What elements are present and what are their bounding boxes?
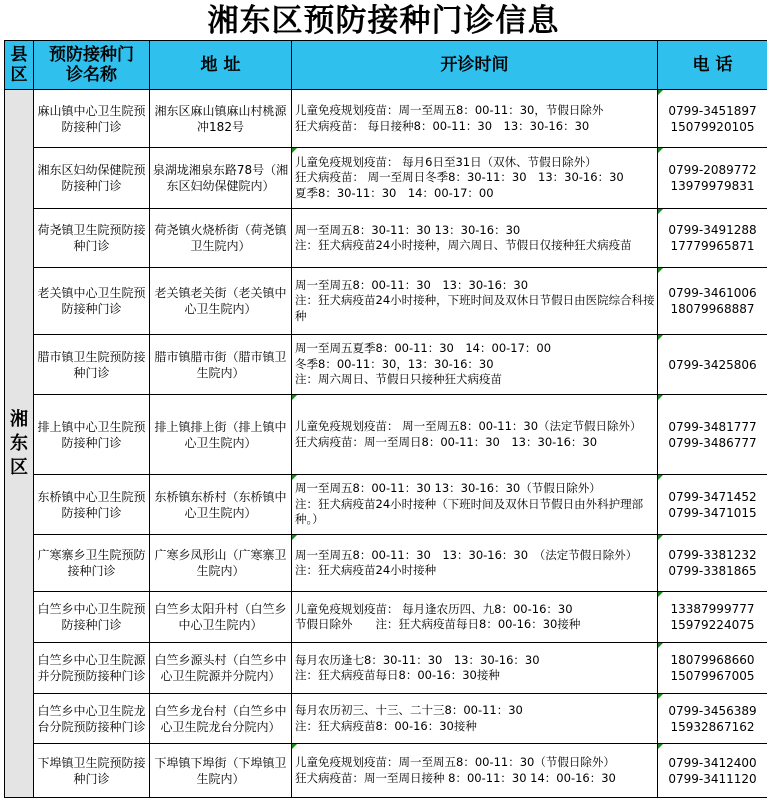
header-phone: 电 话	[658, 41, 767, 90]
clinic-hours: 每月农历初三、十三、二十三8：00-11：30 注：狂犬病疫苗8：00-16：30接种	[292, 694, 658, 744]
clinic-table	[4, 40, 767, 798]
clinic-phone: 0799-3456389 15932867162	[658, 694, 767, 744]
clinic-hours: 周一至周五8：00-11：30 13：30-16：30（节假日除外） 注：狂犬病疫苗24小时接种（下班时间及双休日节假日由外科护理部种。）	[292, 475, 658, 535]
clinic-address: 东桥镇东桥村（东桥镇中心卫生院内）	[150, 475, 292, 535]
clinic-hours: 儿童免疫规划疫苗： 每月6日至31日（双休、节假日除外） 狂犬病疫苗： 周一至周日冬季8：30-11：30 13：30-16：30 夏季8：30-11：30 14：00-17：00	[292, 148, 658, 209]
clinic-name: 白竺乡中心卫生院预防接种门诊	[34, 592, 150, 643]
clinic-phone: 18079968660 15079967005	[658, 643, 767, 694]
clinic-name: 白竺乡中心卫生院源并分院预防接种门诊	[34, 643, 150, 694]
clinic-phone: 0799-3481777 0799-3486777	[658, 395, 767, 475]
table-row	[5, 90, 767, 148]
header-name: 预防接种门诊名称	[34, 41, 150, 90]
table-row	[5, 535, 767, 592]
clinic-hours: 儿童免疫规划疫苗：周一至周五8：00-11：30，节假日除外 狂犬病疫苗： 每日接种8：00-11：30 13：30-16：30	[292, 90, 658, 148]
clinic-hours: 周一至周五8：00-11：30 13：30-16：30 （法定节假日除外） 注：狂犬病疫苗24小时接种	[292, 535, 658, 592]
clinic-address: 白竺乡太阳升村（白竺乡中心卫生院内）	[150, 592, 292, 643]
header-address: 地 址	[150, 41, 292, 90]
clinic-hours: 周一至周五8：30-11：30 13：30-16：30 注：狂犬病疫苗24小时接种，周六周日、节假日仅接种狂犬病疫苗	[292, 209, 658, 268]
clinic-name: 湘东区妇幼保健院预防接种门诊	[34, 148, 150, 209]
clinic-name: 麻山镇中心卫生院预防接种门诊	[34, 90, 150, 148]
clinic-name: 白竺乡中心卫生院龙台分院预防接种门诊	[34, 694, 150, 744]
table-row	[5, 592, 767, 643]
header-county: 县区	[5, 41, 34, 90]
table-row	[5, 475, 767, 535]
clinic-phone: 0799-3412400 0799-3411120	[658, 744, 767, 798]
clinic-name: 东桥镇中心卫生院预防接种门诊	[34, 475, 150, 535]
clinic-phone: 13387999777 15979224075	[658, 592, 767, 643]
header-row	[5, 41, 767, 90]
clinic-hours: 周一至周五夏季8：00-11：30 14：00-17：00 冬季8：00-11：30，13：30-16：30 注：周六周日、节假日只接种狂犬病疫苗	[292, 335, 658, 395]
clinic-hours: 儿童免疫规划疫苗： 周一至周五8：00-11：30（法定节假日除外） 狂犬病疫苗：周一至周日8：00-11：30 13：30-16：30	[292, 395, 658, 475]
table-row	[5, 694, 767, 744]
clinic-address: 湘东区麻山镇麻山村桃源冲182号	[150, 90, 292, 148]
clinic-phone: 0799-3461006 18079968887	[658, 268, 767, 335]
clinic-hours: 周一至周五8：00-11：30 13：30-16：30 注：狂犬病疫苗24小时接种，下班时间及双休日节假日由医院综合科接种	[292, 268, 658, 335]
clinic-address: 腊市镇腊市街（腊市镇卫生院内）	[150, 335, 292, 395]
table-row	[5, 148, 767, 209]
clinic-phone: 0799-3471452 0799-3471015	[658, 475, 767, 535]
clinic-hours: 儿童免疫规划疫苗： 每月逢农历四、九8：00-16：30 节假日除外 注：狂犬病疫苗每日8：00-16：30接种	[292, 592, 658, 643]
clinic-phone: 0799-3451897 15079920105	[658, 90, 767, 148]
table-row	[5, 395, 767, 475]
clinic-name: 腊市镇卫生院预防接种门诊	[34, 335, 150, 395]
clinic-phone: 0799-3491288 17779965871	[658, 209, 767, 268]
clinic-address: 泉湖垅湘泉东路78号（湘东区妇幼保健院内）	[150, 148, 292, 209]
clinic-address: 白竺乡源头村（白竺乡中心卫生院源并分院内）	[150, 643, 292, 694]
table-row	[5, 335, 767, 395]
clinic-hours: 儿童免疫规划疫苗：周一至周五8：00-11：30（节假日除外） 狂犬病疫苗：周一至周日接种 8：00-11：30 14：00-16：30	[292, 744, 658, 798]
table-row	[5, 744, 767, 798]
table-row	[5, 643, 767, 694]
clinic-phone: 0799-3381232 0799-3381865	[658, 535, 767, 592]
table-row	[5, 209, 767, 268]
clinic-address: 白竺乡龙台村（白竺乡中心卫生院龙台分院内）	[150, 694, 292, 744]
clinic-address: 排上镇排上街（排上镇中心卫生院内）	[150, 395, 292, 475]
clinic-name: 老关镇中心卫生院预防接种门诊	[34, 268, 150, 335]
clinic-address: 广寒乡凤形山（广寒寨卫生院内）	[150, 535, 292, 592]
clinic-name: 排上镇中心卫生院预防接种门诊	[34, 395, 150, 475]
clinic-address: 下埠镇下埠街（下埠镇卫生院内）	[150, 744, 292, 798]
table-row	[5, 268, 767, 335]
clinic-hours: 每月农历逢七8：30-11：30 13：30-16：30 注：狂犬病疫苗每日8：00-16：30接种	[292, 643, 658, 694]
clinic-phone: 0799-2089772 13979979831	[658, 148, 767, 209]
clinic-name: 下埠镇卫生院预防接种门诊	[34, 744, 150, 798]
clinic-address: 老关镇老关街（老关镇中心卫生院内）	[150, 268, 292, 335]
header-hours: 开诊时间	[292, 41, 658, 90]
clinic-address: 荷尧镇火烧桥街（荷尧镇卫生院内）	[150, 209, 292, 268]
county-cell: 湘东区	[5, 90, 34, 798]
clinic-name: 广寒寨乡卫生院预防接种门诊	[34, 535, 150, 592]
page-title: 湘东区预防接种门诊信息	[0, 0, 767, 40]
clinic-name: 荷尧镇卫生院预防接种门诊	[34, 209, 150, 268]
clinic-phone: 0799-3425806	[658, 335, 767, 395]
